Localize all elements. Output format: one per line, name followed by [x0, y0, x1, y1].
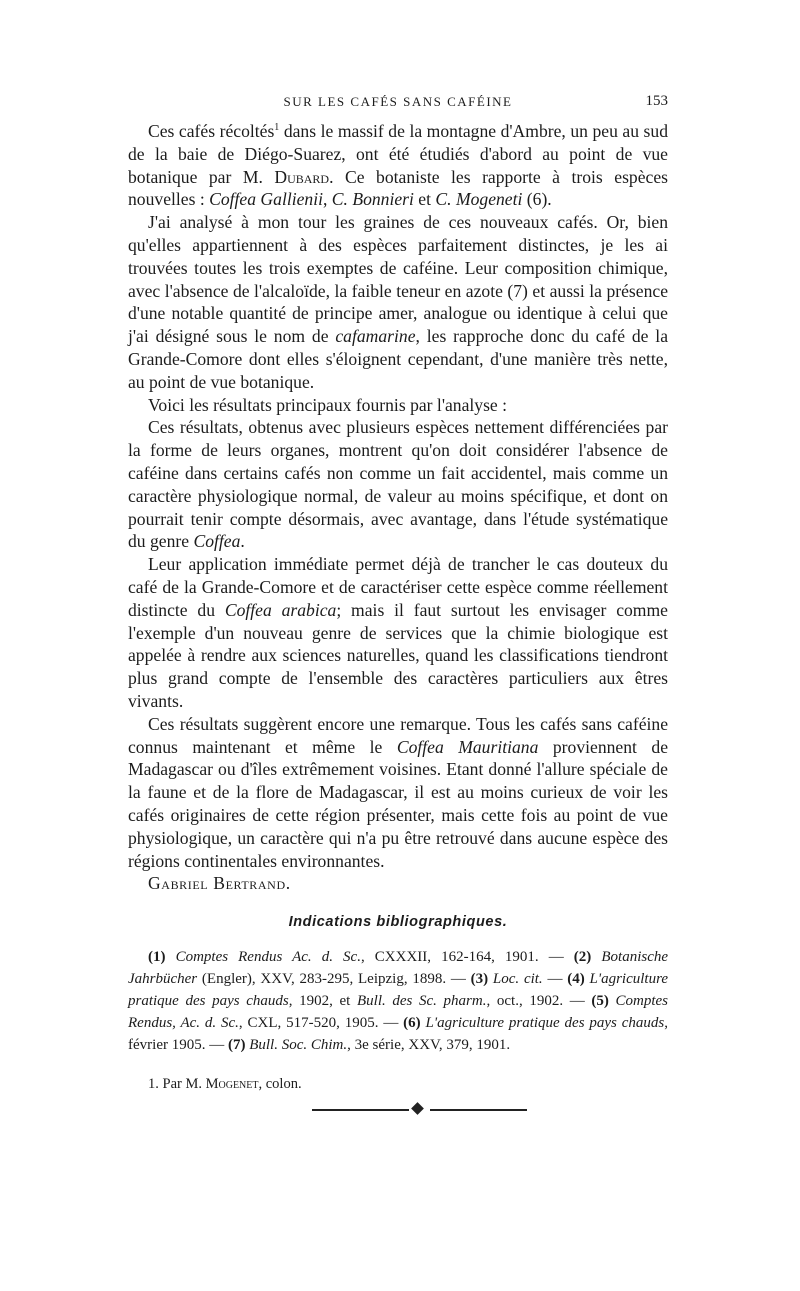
- ref-details: , oct., 1902. —: [486, 992, 592, 1009]
- running-title: SUR LES CAFÉS SANS CAFÉINE: [283, 94, 513, 109]
- ref-source: Bull. des Sc. pharm.: [356, 992, 487, 1009]
- paragraph-6: [128, 713, 668, 873]
- genus-name: Coffea: [193, 531, 241, 552]
- page-number: 153: [645, 93, 668, 109]
- species-name: Coffea arabica: [224, 599, 337, 620]
- footnote-number: 1.: [148, 1075, 159, 1092]
- text-run: proviennent de Madagascar ou d'îles extrêmement voisines. Etant donné l'allure spéciale de la faune et de la flore de Madagascar, il est au moins curieux de voir les cafés originaires de cette région présenter, mais cette fois au point de vue physiologique, un caractère qui n'a pu être retrouvé dans aucune espèce des régions continentales environnantes.: [128, 736, 669, 871]
- species-name: C. Bonnieri: [331, 189, 414, 210]
- ref-source: Loc. cit.: [492, 970, 543, 987]
- ref-number: (2): [573, 948, 592, 965]
- divider-line-right: [430, 1109, 527, 1111]
- ref-details: (Engler), XXV, 283-295, Leipzig, 1898. —: [197, 970, 471, 987]
- ref-number: (4): [567, 970, 585, 987]
- ref-number: (1): [148, 948, 166, 965]
- bibliography-title: Indications bibliographiques.: [288, 914, 508, 931]
- text-run: ; mais il faut surtout les envisager comme l'exemple d'un nouveau genre de services que la chimie biologique est appelée à rendre aux sciences naturelles, quand les classifications tiendront plus grand compte de l'ensemble des caractères particuliers aux êtres vivants.: [128, 599, 668, 711]
- term-cafamarine: cafamarine: [335, 326, 416, 347]
- paragraph-5: [128, 553, 668, 713]
- ref-number: (7): [227, 1036, 246, 1053]
- ref-source: Botanische Jahrbücher: [128, 948, 669, 987]
- ref-source: L'agriculture pratique des pays chauds: [425, 1014, 665, 1031]
- text-run: (6).: [522, 189, 552, 210]
- divider-line-left: [312, 1109, 409, 1111]
- text-run: ,: [323, 189, 332, 210]
- text-run: .: [240, 531, 245, 552]
- text-run: Par M.: [158, 1075, 206, 1092]
- ref-details: , CXXXII, 162-164, 1901. —: [360, 948, 574, 965]
- ref-number: (3): [470, 970, 489, 987]
- ref-number: (5): [591, 992, 609, 1009]
- diamond-ornament-icon: [411, 1102, 424, 1115]
- page-header: [128, 92, 668, 112]
- ref-number: (6): [403, 1014, 421, 1031]
- text-run: Leur application immédiate permet déjà de trancher le cas douteux du café de la Grande-Comore et de caractériser cette espèce comme réellement distincte du: [128, 554, 668, 620]
- text-run: Ces résultats, obtenus avec plusieurs espèces nettement différenciées par la forme de leurs organes, montrent qu'on doit considérer l'absence de caféine dans certains cafés non comme un fait accidentel, mais comme un caractère physiologique normal, de valeur au moins spécifique, et dont on pourrait tenir compte désormais, avec avantage, dans l'étude systématique du genre: [128, 417, 668, 552]
- ref-details: , 3e série, XXV, 379, 1901.: [347, 1036, 511, 1053]
- species-name: Coffea Gallienii: [209, 189, 323, 210]
- species-name: Coffea Mauritiana: [396, 736, 539, 757]
- footnote-mark: 1: [274, 122, 280, 134]
- fleuron-divider: [312, 1102, 527, 1118]
- text-run: , colon.: [258, 1075, 302, 1092]
- text-run: et: [413, 189, 436, 210]
- text-run: . Ce botaniste les rapporte à trois espèces nouvelles :: [128, 166, 668, 210]
- ref-details: —: [542, 970, 568, 987]
- ref-source: Bull. Soc. Chim.: [249, 1036, 348, 1053]
- footnote-name: Mogenet: [205, 1075, 259, 1092]
- text-run: J'ai analysé à mon tour les graines de ces nouveaux cafés. Or, bien qu'elles appartiennent à des espèces parfaitement distinctes, je les ai trouvées toutes les trois exemptes de caféine. Leur composition chimique, avec l'absence de l'alcaloïde, la faible teneur en azote (7) et aussi la présence d'une notable quantité de principe amer, analogue ou identique à celui que j'ai désigné sous le nom de: [128, 212, 668, 347]
- paragraph-1: [128, 120, 668, 211]
- bibliography-list: [128, 946, 668, 1056]
- ref-details: , CXL, 517-520, 1905. —: [238, 1014, 404, 1031]
- footnote: [148, 1074, 668, 1094]
- paragraph-3: Voici les résultats principaux fournis par l'analyse :: [148, 394, 508, 415]
- ref-details: , 1902, et: [288, 992, 357, 1009]
- text-run: dans le massif de la montagne d'Ambre, un peu au sud de la baie de Diégo-Suarez, ont été étudiés d'abord au point de vue botanique par M.: [128, 121, 668, 187]
- text-run: , les rapproche donc du café de la Grande-Comore dont elles s'éloignent cependant, d'une manière très nette, au point de vue botanique.: [128, 326, 668, 392]
- text-run: Ces cafés récoltés: [148, 121, 275, 141]
- ref-source: Comptes Rendus Ac. d. Sc.: [175, 948, 361, 965]
- body-text: [128, 120, 668, 1094]
- text-run: Ces résultats suggèrent encore une remarque. Tous les cafés sans caféine connus maintenant et même le: [128, 713, 668, 757]
- author-name-dubard: Dubard: [274, 166, 330, 187]
- ref-source: L'agriculture pratique des pays chauds: [128, 970, 669, 1009]
- paragraph-2: [128, 211, 668, 393]
- paragraph-4: [128, 416, 668, 553]
- species-name: C. Mogeneti: [435, 189, 523, 210]
- ref-source: Comptes Rendus, Ac. d. Sc.: [128, 992, 669, 1031]
- author-signature: Gabriel Bertrand.: [148, 873, 291, 894]
- ref-details: , février 1905. —: [128, 1014, 668, 1053]
